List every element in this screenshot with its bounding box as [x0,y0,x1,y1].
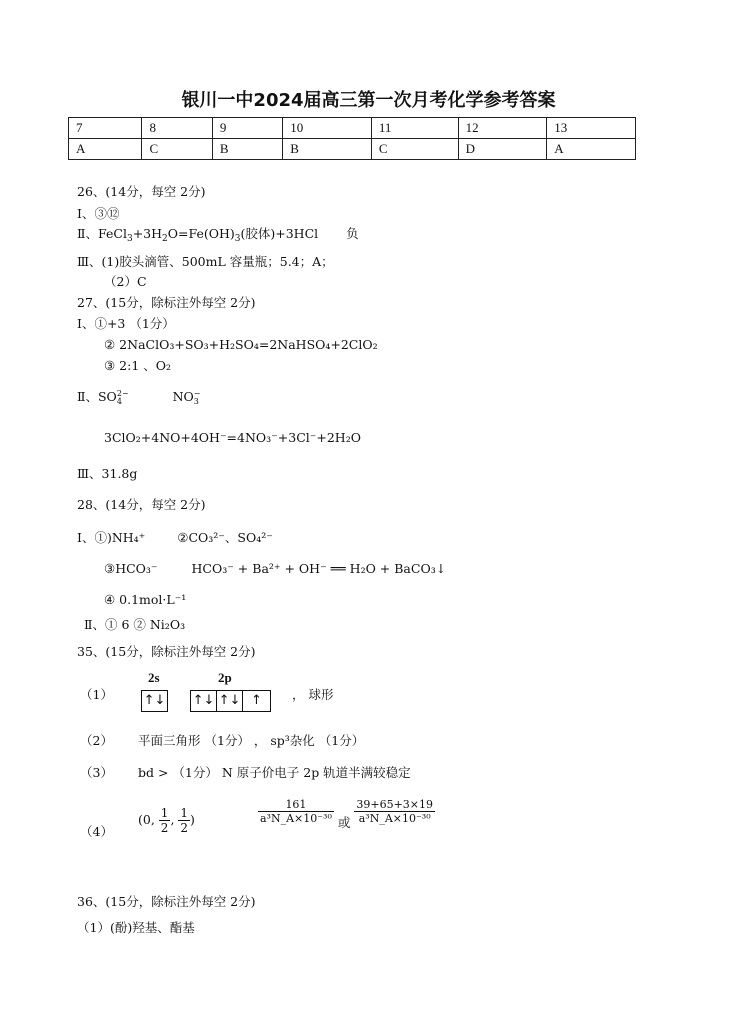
q26-header: 26、(14分，每空 2分) [77,184,206,199]
text-segment: (0, [138,812,155,827]
frac-num: 39+65+3×19 [356,798,434,811]
table-cell: 9 [212,118,282,139]
q35-r3-label: （3） [80,765,113,780]
table-cell: 11 [371,118,458,139]
q36-line-1: （1）(酚)羟基、酯基 [77,920,195,935]
frac-num: 161 [285,798,307,811]
q35-r1-tail: ， 球形 [292,687,334,702]
q35-header: 35、(15分，除标注外每空 2分) [77,644,256,659]
q28-line-3: ④ 0.1mol·L⁻¹ [104,592,187,607]
table-cell: A [69,139,142,160]
q27-line-3: ③ 2:1 、O₂ [104,358,172,373]
frac-den: 2 [160,821,169,835]
answer-table [68,117,636,160]
text-segment: Ⅱ、SO [77,389,117,404]
q27-line-5: 3ClO₂+4NO+4OH⁻=4NO₃⁻+3Cl⁻+2H₂O [104,430,361,445]
table-cell: 13 [547,118,636,139]
table-cell: C [371,139,458,160]
orbital-2s-label: 2s [148,670,160,685]
orbital-box-2p-2: ↑↓ [216,690,243,712]
q35-r1-label: （1） [80,687,113,702]
frac-num: 1 [180,806,189,820]
page-title: 银川一中2024届高三第一次月考化学参考答案 [181,90,556,111]
table-cell: B [212,139,282,160]
q35-r2-label: （2） [80,733,113,748]
q28-line-4: Ⅱ、① 6 ② Ni₂O₃ [84,617,186,632]
text-segment: Ⅰ、①)NH₄⁺ [77,530,146,545]
text-segment: HCO₃⁻ + Ba²⁺ + OH⁻ ══ H₂O + BaCO₃↓ [191,561,447,576]
q35-r4-label: （4） [80,824,113,839]
text-segment: ③HCO₃⁻ [104,561,158,576]
q27-line-6: Ⅲ、31.8g [77,466,138,481]
text-segment: ②CO₃²⁻、SO₄²⁻ [177,530,273,545]
table-header-row [69,118,636,139]
table-cell: 7 [69,118,142,139]
q26-line-4: （2）C [104,274,147,289]
text-segment: (胶体)+3HCl [240,226,319,241]
q36-header: 36、(15分，除标注外每空 2分) [77,894,256,909]
text-segment: +3H [132,226,163,241]
table-cell: A [547,139,636,160]
q27-line-1: Ⅰ、①+3 （1分） [77,316,175,331]
q27-header: 27、(15分，除标注外每空 2分) [77,295,256,310]
orbital-2p-label: 2p [218,670,232,685]
text-segment: 负 [346,226,359,241]
frac-num: 1 [160,806,169,820]
orbital-box-2s: ↑↓ [141,690,168,712]
frac-den: 2 [180,821,189,835]
text-segment: NO [172,389,194,404]
table-cell: D [458,139,547,160]
q27-line-2: ② 2NaClO₃+SO₃+H₂SO₄=2NaHSO₄+2ClO₂ [104,337,378,352]
table-cell: B [283,139,372,160]
table-cell: C [142,139,212,160]
frac-den: a³N_A×10⁻³⁰ [354,811,435,825]
q26-line-3: Ⅲ、(1)胶头滴管、500mL 容量瓶；5.4；A； [77,254,334,269]
text-segment: 或 [337,815,351,830]
q26-line-2: Ⅱ、$FeCl_3+3H_2O=Fe(OH)_3$(胶体)+3HCl 负 [77,226,359,244]
table-cell: 8 [142,118,212,139]
text-segment: Ⅱ、FeCl [77,226,127,241]
q28-line-2 [104,561,446,577]
table-cell: 10 [283,118,372,139]
orbital-box-2p-3: ↑ [242,690,271,712]
q35-r4-formula [258,798,435,831]
text-segment: ) [190,812,195,827]
q35-r2-text: 平面三角形 （1分） ， sp³杂化 （1分） [138,733,365,748]
q28-header: 28、(14分，每空 2分) [77,497,206,512]
orbital-box-2p-1: ↑↓ [190,690,217,712]
q35-r4-coord: (0, $\frac{1}{2}$ , $\frac{1}{2}$ ) [138,806,195,835]
table-cell: 12 [458,118,547,139]
q28-line-1 [77,530,273,546]
text-segment: O=Fe(OH) [167,226,235,241]
q27-line-4: Ⅱ、SO 2− 4 NO − 3 [77,388,201,406]
q35-r3-text: bd > （1分） N 原子价电子 2p 轨道半满较稳定 [138,765,411,780]
table-answer-row [69,139,636,160]
q26-line-1: Ⅰ、③⑫ [77,206,120,221]
frac-den: a³N_A×10⁻³⁰ [260,812,332,825]
